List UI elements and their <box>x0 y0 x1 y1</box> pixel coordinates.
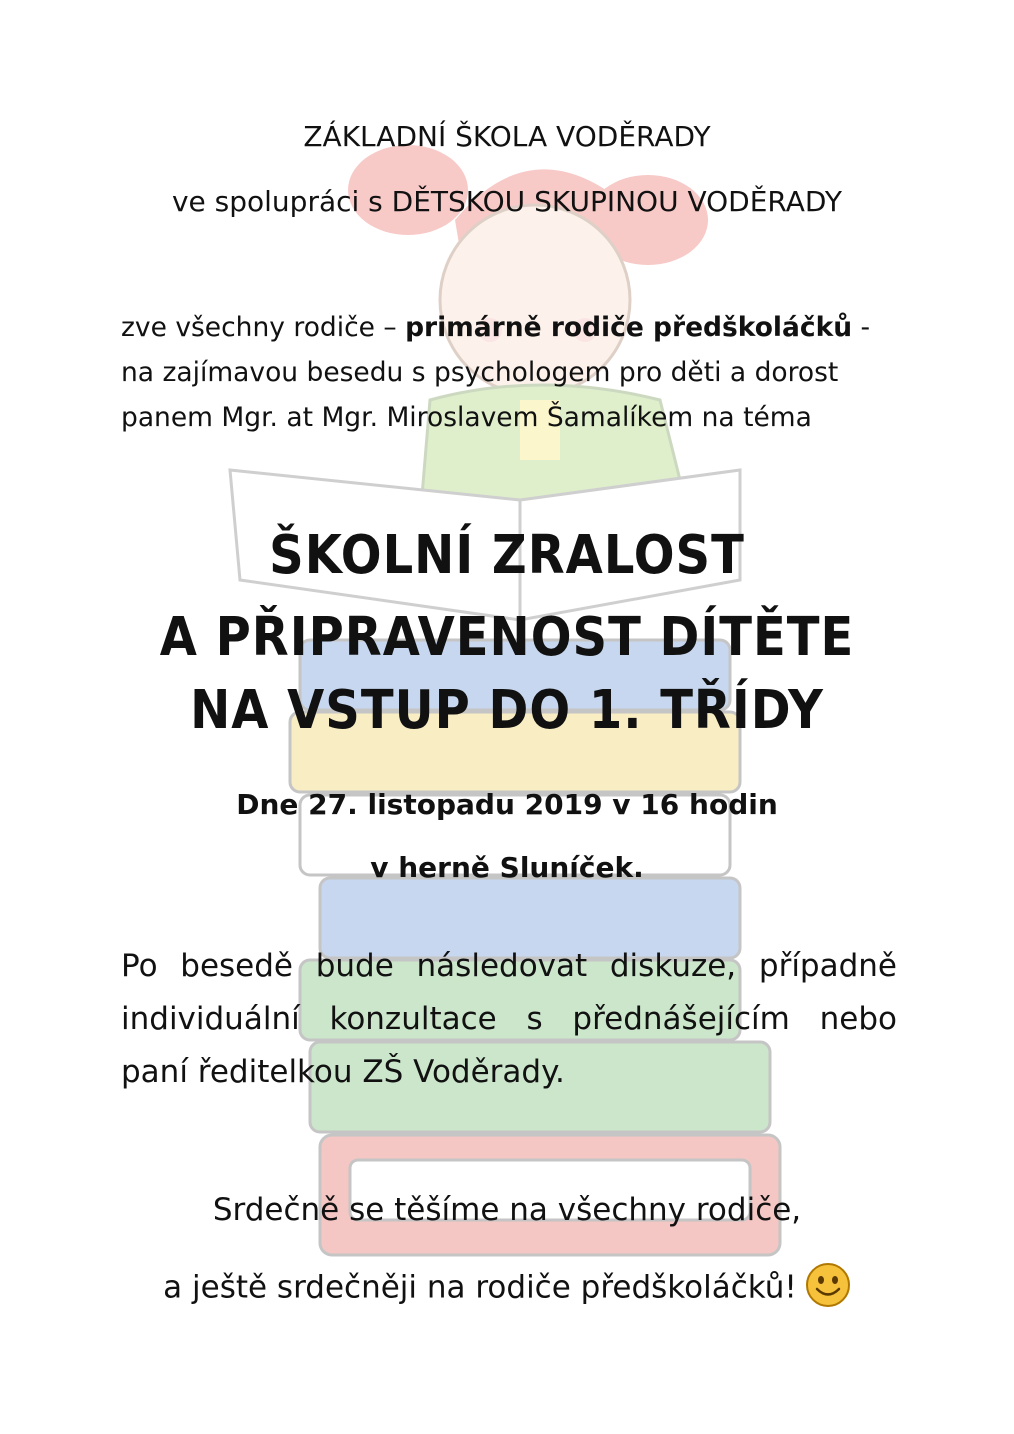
event-place: v herně Sluníček. <box>370 851 644 884</box>
intro-line-1-end: - <box>852 312 871 343</box>
closing-line-1: Srdečně se těšíme na všechny rodiče, <box>212 1192 802 1228</box>
closing-line-2 <box>0 1262 1014 1316</box>
school-name: ZÁKLADNÍ ŠKOLA VODĚRADY <box>303 120 711 153</box>
intro-line-3: panem Mgr. at Mgr. Miroslavem Šamalíkem na téma <box>121 402 812 433</box>
intro-highlight: primárně rodiče předškoláčků <box>405 312 853 343</box>
title-line-2: A PŘIPRAVENOST DÍTĚTE <box>159 605 855 669</box>
event-date: Dne 27. listopadu 2019 v 16 hodin <box>236 788 778 821</box>
cooperation-line: ve spolupráci s DĚTSKOU SKUPINOU VODĚRADY <box>171 185 843 218</box>
title-line-1: ŠKOLNÍ ZRALOST <box>269 523 745 587</box>
smiley-icon <box>805 1262 851 1316</box>
intro-line-1 <box>121 312 870 343</box>
followup-line-2: individuální konzultace s přednášejícím nebo <box>121 1001 897 1037</box>
title-line-3: NA VSTUP DO 1. TŘÍDY <box>190 678 824 742</box>
intro-line-1-start: zve všechny rodiče – <box>121 312 406 343</box>
followup-line-1: Po besedě bude následovat diskuze, případně <box>121 948 897 984</box>
followup-line-3: paní ředitelkou ZŠ Voděrady. <box>121 1054 565 1090</box>
intro-line-2: na zajímavou besedu s psychologem pro děti a dorost <box>121 357 839 388</box>
closing-line-2-text: a ještě srdečněji na rodiče předškoláčků! <box>163 1269 797 1306</box>
